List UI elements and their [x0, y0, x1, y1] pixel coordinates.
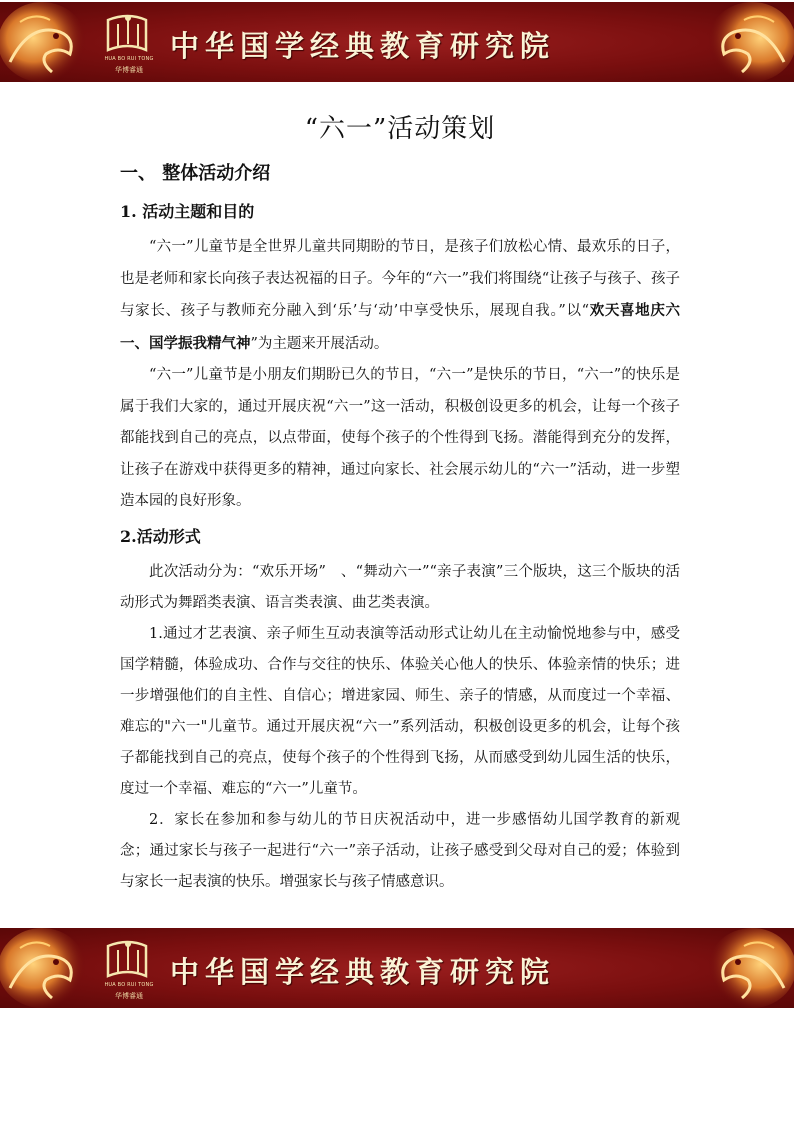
dragon-icon — [0, 928, 92, 1008]
section-heading: 一、 整体活动介绍 — [120, 163, 271, 184]
paragraph: 此次活动分为：“欢乐开场” 、“舞动六一”“亲子表演”三个版块，这三个版块的活动形式为舞蹈类表演、语言类表演、曲艺类表演。 — [120, 563, 680, 611]
paragraph — [120, 232, 680, 360]
dragon-icon — [702, 2, 794, 82]
paragraph: “六一”儿童节是小朋友们期盼已久的节日，“六一”是快乐的节日，“六一”的快乐是属于我们大家的，通过开展庆祝“六一”这一活动，积极创设更多的机会，让每一个孩子都能找到自己的亮点，以点带面，使每个孩子的个性得到飞扬。潜能得到充分的发挥，让孩子在游戏中获得更多的精神，通过向家长、社会展示幼儿的“六一”活动，进一步塑造本园的良好形象。 — [120, 367, 680, 509]
paragraph: 2．家长在参加和参与幼儿的节日庆祝活动中，进一步感悟幼儿国学教育的新观念；通过家长与孩子一起进行“六一”亲子活动，让孩子感受到父母对自己的爱；体验到与家长一起表演的快乐。增强家长与孩子情感意识。 — [120, 811, 680, 890]
logo-caption: HUA BO RUI TONG — [104, 982, 154, 988]
footer-banner — [0, 928, 794, 1008]
header-banner — [0, 2, 794, 82]
theme-emphasis: 欢天喜地庆六一、国学振我精气神 — [120, 302, 681, 352]
dragon-icon — [0, 2, 92, 82]
logo-subcaption: 华博睿通 — [115, 992, 143, 1000]
dragon-icon — [702, 928, 794, 1008]
logo-subcaption: 华博睿通 — [115, 66, 143, 74]
subsection-heading: 1. 活动主题和目的 — [120, 202, 255, 221]
organization-name: 中华国学经典教育研究院 — [170, 29, 556, 63]
paragraph: 1.通过才艺表演、亲子师生互动表演等活动形式让幼儿在主动愉悦地参与中，感受国学精髓，体验成功、合作与交往的快乐、体验关心他人的快乐、体验亲情的快乐；进一步增强他们的自主性、自信心；增进家园、师生、亲子的情感，从而度过一个幸福、难忘的"六一"儿童节。通过开展庆祝“六一”系列活动，积极创设更多的机会，让每个孩子都能找到自己的亮点，使每个孩子的个性得到飞扬，从而感受到幼儿园生活的快乐，度过一个幸福、难忘的“六一”儿童节。 — [120, 625, 680, 797]
organization-name: 中华国学经典教育研究院 — [170, 955, 556, 989]
subsection-heading: 2.活动形式 — [120, 526, 201, 546]
document-body — [120, 108, 680, 898]
paragraph-text: “六一”儿童节是全世界儿童共同期盼的节日，是孩子们放松心情、最欢乐的日子，也是老师和家长向孩子表达祝福的日子。今年的“六一”我们将围绕“让孩子与孩子、孩子与家长、孩子与教师充分融入到‘乐’与‘动’中享受快乐，展现自我。”以“ — [120, 239, 680, 319]
logo-caption: HUA BO RUI TONG — [104, 56, 154, 62]
page-title: “六一”活动策划 — [304, 114, 496, 144]
paragraph-text: ”为主题来开展活动。 — [250, 335, 389, 352]
